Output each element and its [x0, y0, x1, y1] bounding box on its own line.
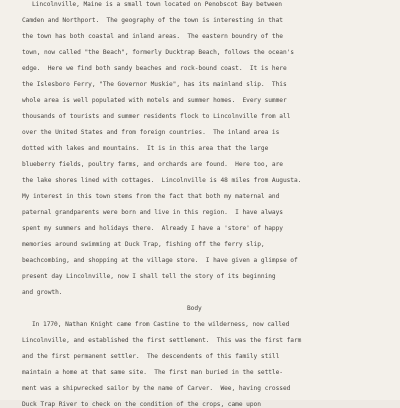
text-line: In 1770, Nathan Knight came from Castine to the wilderness, now called — [32, 321, 290, 328]
text-line: the lake shores lined with cottages. Lincolnville is 48 miles from Augusta. — [22, 177, 302, 184]
text-line: over the United States and from foreign countries. The inland area is — [22, 129, 280, 136]
text-line: Lincolnville, Maine is a small town located on Penobscot Bay between — [32, 1, 282, 8]
text-line: the town has both coastal and inland areas. The eastern boundry of the — [22, 33, 283, 40]
text-line: present day Lincolnville, now I shall tell the story of its beginning — [22, 273, 276, 280]
text-line: thousands of tourists and summer residents flock to Lincolnville from all — [22, 113, 291, 120]
text-line: edge. Here we find both sandy beaches and rock-bound coast. It is here — [22, 65, 287, 72]
text-line: ment was a shipwrecked sailor by the name of Carver. Wee, having crossed — [22, 385, 291, 392]
text-line: memories around swimming at Duck Trap, fishing off the ferry slip, — [22, 241, 265, 248]
text-line: spent my summers and holidays there. Already I have a 'store' of happy — [22, 225, 283, 232]
text-line: blueberry fields, poultry farms, and orchards are found. Here too, are — [22, 161, 283, 168]
section-heading: Body — [187, 305, 202, 312]
text-line: and the first permanent settler. The descendents of this family still — [22, 353, 280, 360]
text-line: beachcombing, and shopping at the village store. I have given a glimpse of — [22, 257, 298, 264]
text-line: and growth. — [22, 289, 63, 296]
text-line: dotted with lakes and mountains. It is in this area that the large — [22, 145, 269, 152]
text-line: Lincolnville, and established the first settlement. This was the first farm — [22, 337, 302, 344]
text-line: town, now called "the Beach", formerly Ducktrap Beach, follows the ocean's — [22, 49, 294, 56]
text-line: My interest in this town stems from the fact that both my maternal and — [22, 193, 280, 200]
text-line: Duck Trap River to check on the condition of the crops, came upon — [22, 401, 261, 408]
text-line: paternal grandparents were born and live in this region. I have always — [22, 209, 283, 216]
text-line: whole area is well populated with motels and summer homes. Every summer — [22, 97, 287, 104]
text-line: Camden and Northport. The geography of the town is interesting in that — [22, 17, 283, 24]
text-line: the Islesboro Ferry, "The Governor Muskie", has its mainland slip. This — [22, 81, 287, 88]
text-line: maintain a home at that same site. The first man buried in the settle- — [22, 369, 283, 376]
